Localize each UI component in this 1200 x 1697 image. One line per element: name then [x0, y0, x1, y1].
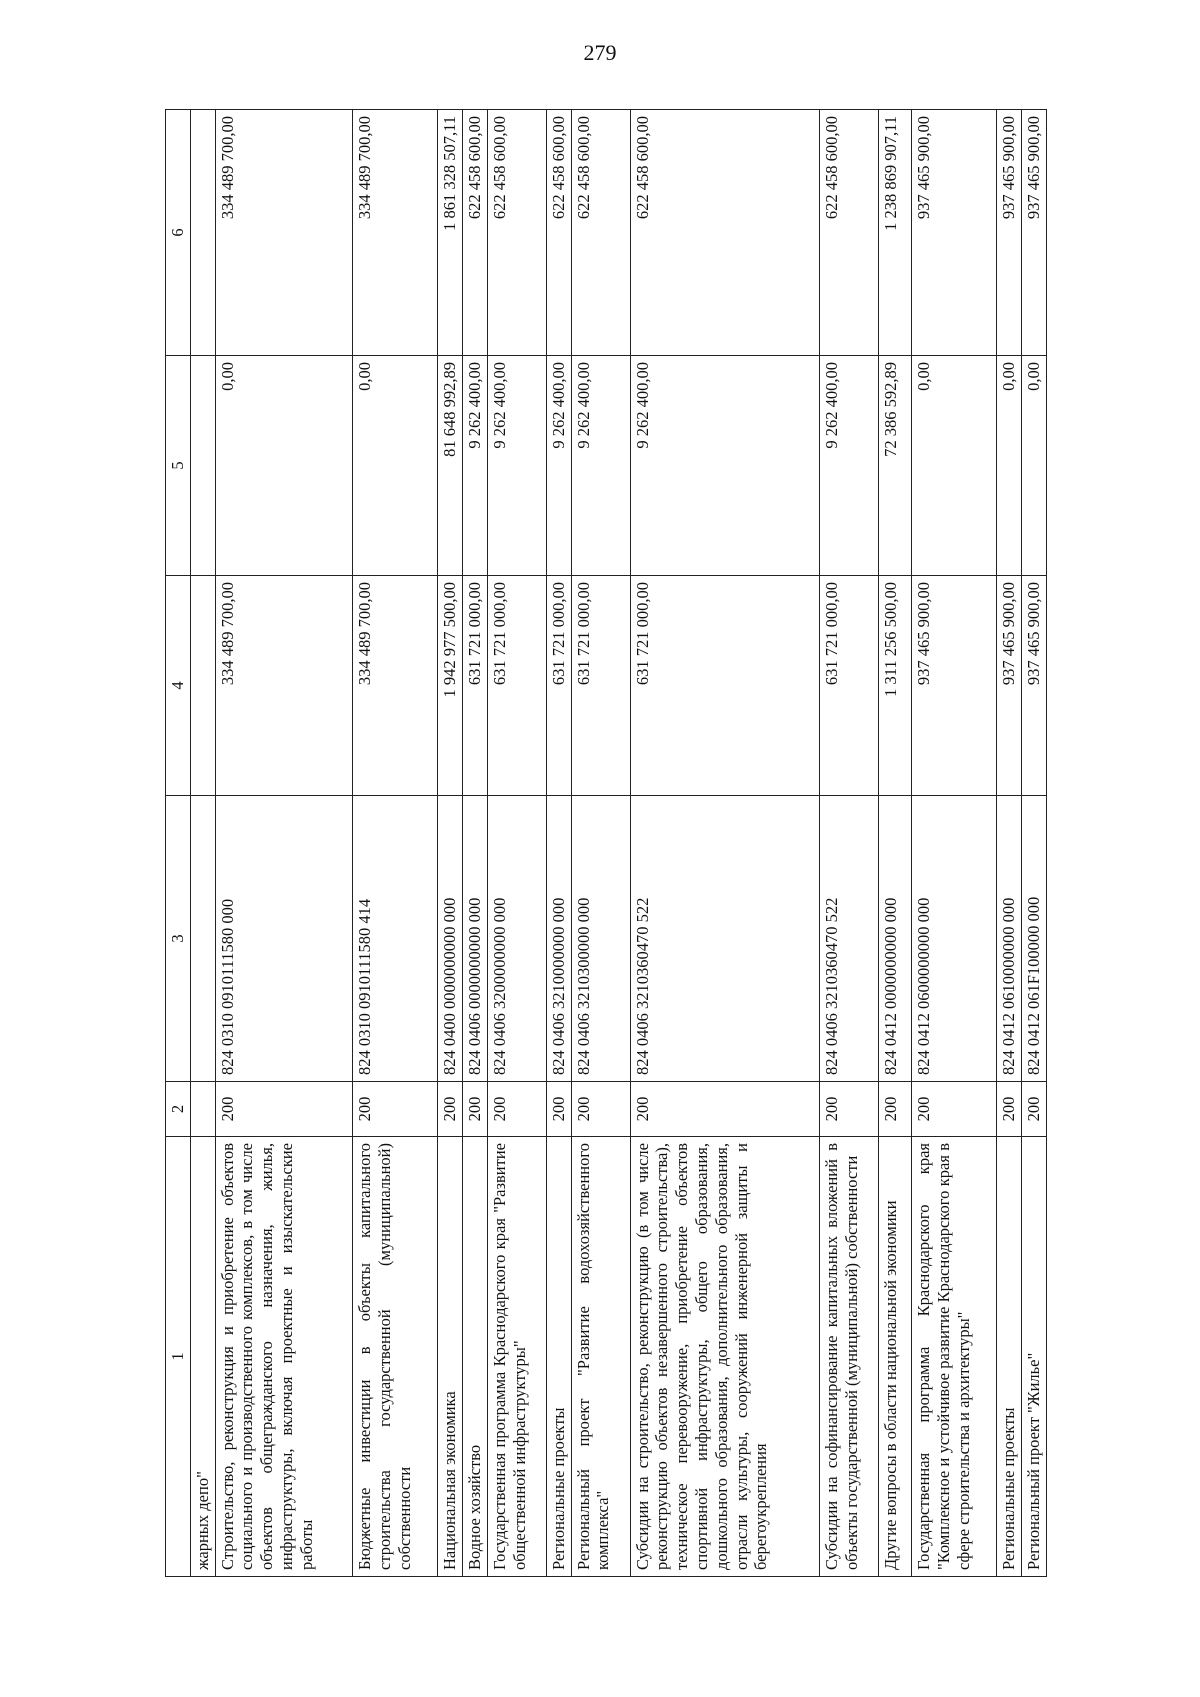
row-amount-col4: 937 465 900,00 — [997, 576, 1022, 796]
row-budget-code: 824 0400 0000000000 000 — [438, 796, 463, 1082]
carry-over-text: жарных депо" — [190, 1137, 215, 1577]
row-name: Бюджетные инвестиции в объекты капитального строительства государственной (муниципальной) собственности — [353, 1137, 438, 1577]
row-amount-col4: 1 942 977 500,00 — [438, 576, 463, 796]
row-budget-code: 824 0310 0910111580 414 — [353, 796, 438, 1082]
row-amount-col5: 0,00 — [353, 356, 438, 576]
header-cell: 1 — [166, 1137, 191, 1577]
row-budget-code: 824 0406 3210360470 522 — [820, 796, 879, 1082]
row-name: Другие вопросы в области национальной экономики — [879, 1137, 912, 1577]
row-group-code: 200 — [571, 1082, 630, 1137]
header-row — [166, 110, 191, 1577]
row-amount-col6: 937 465 900,00 — [912, 110, 997, 356]
row-budget-code: 824 0406 3210360470 522 — [630, 796, 820, 1082]
row-amount-col4: 631 721 000,00 — [630, 576, 820, 796]
row-group-code: 200 — [353, 1082, 438, 1137]
carry-over-row — [190, 110, 215, 1577]
budget-table-rotated — [165, 110, 1047, 1577]
row-name: Водное хозяйство — [463, 1137, 488, 1577]
row-amount-col5: 0,00 — [912, 356, 997, 576]
row-amount-col5: 0,00 — [997, 356, 1022, 576]
row-amount-col4: 937 465 900,00 — [1022, 576, 1047, 796]
header-cell: 3 — [166, 796, 191, 1082]
row-budget-code: 824 0406 3210300000 000 — [571, 796, 630, 1082]
row-group-code: 200 — [879, 1082, 912, 1137]
row-name: Региональные проекты — [546, 1137, 571, 1577]
row-amount-col5: 0,00 — [1022, 356, 1047, 576]
row-amount-col6: 937 465 900,00 — [1022, 110, 1047, 356]
row-amount-col4: 937 465 900,00 — [912, 576, 997, 796]
row-group-code: 200 — [546, 1082, 571, 1137]
row-amount-col4: 1 311 256 500,00 — [879, 576, 912, 796]
row-name: Субсидии на строительство, реконструкцию (в том числе реконструкцию объектов незавершенного строительства), техническое перевооружение, приобретение объектов спортивной инфраструктуры, общего образования, дошкольного образования, дополнительного образования, отрасли культуры, сооружений инженерной защиты и берегоукрепления — [630, 1137, 820, 1577]
table-row — [438, 110, 463, 1577]
row-amount-col6: 622 458 600,00 — [463, 110, 488, 356]
table-row — [215, 110, 353, 1577]
row-amount-col5: 9 262 400,00 — [487, 356, 546, 576]
row-budget-code: 824 0406 3210000000 000 — [546, 796, 571, 1082]
row-amount-col6: 1 238 869 907,11 — [879, 110, 912, 356]
row-budget-code: 824 0412 061F100000 000 — [1022, 796, 1047, 1082]
row-budget-code: 824 0412 0610000000 000 — [997, 796, 1022, 1082]
row-amount-col4: 334 489 700,00 — [215, 576, 353, 796]
table-row — [820, 110, 879, 1577]
row-budget-code: 824 0406 0000000000 000 — [463, 796, 488, 1082]
row-group-code: 200 — [997, 1082, 1022, 1137]
row-group-code: 200 — [820, 1082, 879, 1137]
row-budget-code: 824 0310 0910111580 000 — [215, 796, 353, 1082]
row-name: Региональный проект "Развитие водохозяйственного комплекса" — [571, 1137, 630, 1577]
row-name: Национальная экономика — [438, 1137, 463, 1577]
row-group-code: 200 — [487, 1082, 546, 1137]
row-budget-code: 824 0412 0600000000 000 — [912, 796, 997, 1082]
table-row — [997, 110, 1022, 1577]
row-amount-col4: 334 489 700,00 — [353, 576, 438, 796]
header-cell: 6 — [166, 110, 191, 356]
page-number: 279 — [583, 40, 617, 65]
table-row — [353, 110, 438, 1577]
row-amount-col4: 631 721 000,00 — [546, 576, 571, 796]
row-amount-col4: 631 721 000,00 — [487, 576, 546, 796]
row-group-code: 200 — [215, 1082, 353, 1137]
row-amount-col6: 334 489 700,00 — [353, 110, 438, 356]
row-group-code: 200 — [1022, 1082, 1047, 1137]
header-cell: 4 — [166, 576, 191, 796]
row-amount-col6: 622 458 600,00 — [571, 110, 630, 356]
row-amount-col6: 334 489 700,00 — [215, 110, 353, 356]
table-row — [912, 110, 997, 1577]
row-name: Государственная программа Краснодарского края "Комплексное и устойчивое развитие Краснодарского края в сфере строительства и архитектуры" — [912, 1137, 997, 1577]
row-amount-col6: 622 458 600,00 — [630, 110, 820, 356]
row-budget-code: 824 0412 0000000000 000 — [879, 796, 912, 1082]
row-name: Региональный проект "Жилье" — [1022, 1137, 1047, 1577]
row-amount-col6: 622 458 600,00 — [546, 110, 571, 356]
table-row — [546, 110, 571, 1577]
budget-table — [165, 109, 1047, 1577]
header-cell: 5 — [166, 356, 191, 576]
row-amount-col5: 81 648 992,89 — [438, 356, 463, 576]
row-group-code: 200 — [912, 1082, 997, 1137]
row-amount-col5: 9 262 400,00 — [571, 356, 630, 576]
row-amount-col5: 9 262 400,00 — [630, 356, 820, 576]
table-row — [463, 110, 488, 1577]
row-name: Строительство, реконструкция и приобретение объектов социального и производственного комплексов, в том числе объектов общегражданского назначения, жилья, инфраструктуры, включая проектные и изыскательские работы — [215, 1137, 353, 1577]
row-budget-code: 824 0406 3200000000 000 — [487, 796, 546, 1082]
row-amount-col6: 937 465 900,00 — [997, 110, 1022, 356]
row-amount-col5: 9 262 400,00 — [820, 356, 879, 576]
table-row — [571, 110, 630, 1577]
table-row — [1022, 110, 1047, 1577]
row-name: Государственная программа Краснодарского края "Развитие общественной инфраструктуры" — [487, 1137, 546, 1577]
row-group-code: 200 — [438, 1082, 463, 1137]
table-row — [630, 110, 820, 1577]
row-amount-col5: 9 262 400,00 — [546, 356, 571, 576]
row-amount-col5: 72 386 592,89 — [879, 356, 912, 576]
row-group-code: 200 — [463, 1082, 488, 1137]
row-amount-col5: 0,00 — [215, 356, 353, 576]
row-amount-col4: 631 721 000,00 — [463, 576, 488, 796]
row-amount-col5: 9 262 400,00 — [463, 356, 488, 576]
row-amount-col6: 622 458 600,00 — [820, 110, 879, 356]
header-cell: 2 — [166, 1082, 191, 1137]
table-body — [166, 110, 1047, 1577]
row-group-code: 200 — [630, 1082, 820, 1137]
row-amount-col4: 631 721 000,00 — [820, 576, 879, 796]
row-amount-col4: 631 721 000,00 — [571, 576, 630, 796]
table-row — [487, 110, 546, 1577]
row-amount-col6: 1 861 328 507,11 — [438, 110, 463, 356]
row-amount-col6: 622 458 600,00 — [487, 110, 546, 356]
row-name: Субсидии на софинансирование капитальных вложений в объекты государственной (муниципальной) собственности — [820, 1137, 879, 1577]
table-row — [879, 110, 912, 1577]
row-name: Региональные проекты — [997, 1137, 1022, 1577]
